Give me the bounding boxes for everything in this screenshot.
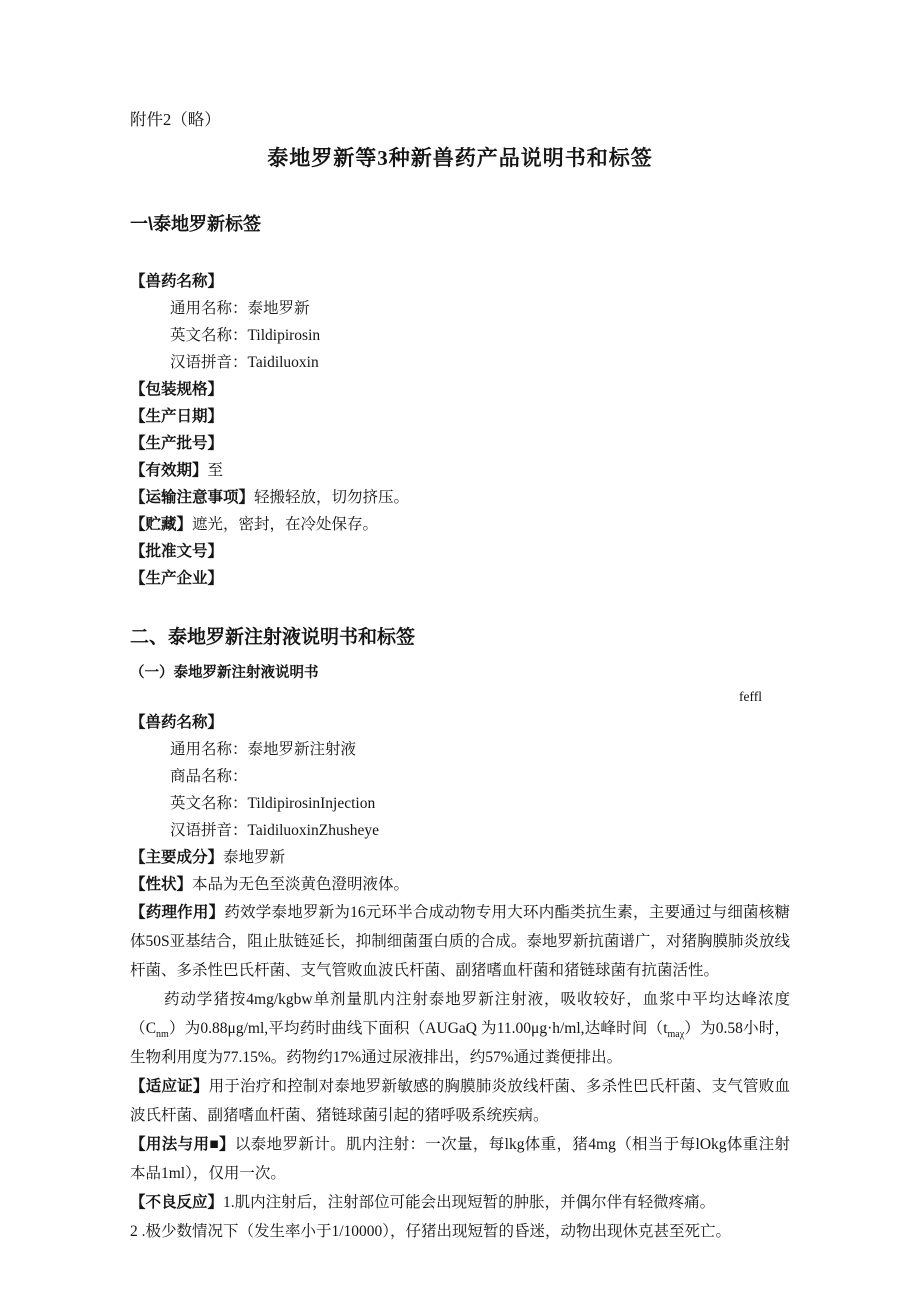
pharmacokinetics-subscript-2: maχ xyxy=(667,1029,685,1041)
approval-number-label: 【批准文号】 xyxy=(130,543,224,560)
trade-name-line: 商品名称： xyxy=(170,768,248,785)
transport-note-label: 【运输注意事项】 xyxy=(130,489,255,506)
drug-name-label-2: 【兽药名称】 xyxy=(130,714,224,731)
character-line xyxy=(130,871,790,898)
manufacturer-line xyxy=(130,565,790,592)
generic-name-line-2: 通用名称：泰地罗新注射液 xyxy=(170,741,357,758)
english-name-line-2: 英文名称：TildipirosinInjection xyxy=(170,795,376,812)
section1-heading: 一\泰地罗新标签 xyxy=(130,214,262,234)
expiry-text: 至 xyxy=(207,462,224,479)
adverse-reaction-text-1: 1.肌内注射后，注射部位可能会出现短暂的肿胀，并偶尔伴有轻微疼痛。 xyxy=(223,1194,716,1211)
pinyin-name-line: 汉语拼音：Taidiluoxin xyxy=(170,354,319,371)
pharmacokinetics-text-3: ）为0.58小时，生物利用度为77.15%。药物约17%通过尿液排出，约57%通过粪便排出。 xyxy=(130,1020,790,1066)
english-name-line: 英文名称：Tildipirosin xyxy=(170,327,321,344)
expiry-label: 【有效期】 xyxy=(130,462,208,479)
drug-name-label: 【兽药名称】 xyxy=(130,273,224,290)
pinyin-name-line-2: 汉语拼音：TaidiluoxinZhusheye xyxy=(170,822,380,839)
drug-name-label-line-2 xyxy=(130,709,790,736)
usage-paragraph xyxy=(130,1130,790,1188)
main-ingredient-text: 泰地罗新 xyxy=(223,849,286,866)
adverse-reaction-item-2: 2 .极少数情况下（发生率小于1/10000），仔猪出现短暂的昏迷，动物出现休克甚至死亡。 xyxy=(130,1223,732,1240)
section2-subheading: （一）泰地罗新注射液说明书 xyxy=(130,665,319,681)
production-date-line xyxy=(130,403,790,430)
storage-label: 【贮藏】 xyxy=(130,516,193,533)
production-date-label: 【生产日期】 xyxy=(130,408,224,425)
usage-label: 【用法与用■】 xyxy=(130,1136,235,1153)
transport-note-line xyxy=(130,484,790,511)
indication-text: 用于治疗和控制对泰地罗新敏感的胸膜肺炎放线杆菌、多杀性巴氏杆菌、支气管败血波氏杆菌、副猪嗜血杆菌、猪链球菌引起的猪呼吸系统疾病。 xyxy=(130,1078,790,1124)
adverse-reaction-label: 【不良反应】 xyxy=(130,1194,224,1211)
character-text: 本品为无色至淡黄色澄明液体。 xyxy=(192,876,410,893)
transport-note-text: 轻搬轻放，切勿挤压。 xyxy=(254,489,410,506)
batch-number-line xyxy=(130,430,790,457)
main-ingredient-label: 【主要成分】 xyxy=(130,849,224,866)
batch-number-label: 【生产批号】 xyxy=(130,435,224,452)
pharmacokinetics-text-1: 药动学猪按4mg/kgbw单剂量肌内注射泰地罗新注射液，吸收较好，血浆中平均达峰浓度（C xyxy=(130,991,790,1037)
main-ingredient-line xyxy=(130,844,790,871)
pharmacology-paragraph xyxy=(130,898,790,985)
package-spec-line xyxy=(130,376,790,403)
attachment-note: 附件2（略） xyxy=(130,110,221,129)
character-label: 【性状】 xyxy=(130,876,193,893)
indication-label: 【适应证】 xyxy=(130,1078,209,1095)
document-title: 泰地罗新等3种新兽药产品说明书和标签 xyxy=(267,146,653,170)
storage-line xyxy=(130,511,790,538)
section2-heading: 二、泰地罗新注射液说明书和标签 xyxy=(130,627,416,648)
pharmacology-label: 【药理作用】 xyxy=(130,904,225,921)
indication-paragraph xyxy=(130,1072,790,1130)
stray-text: feffl xyxy=(739,689,762,704)
generic-name-line: 通用名称：泰地罗新 xyxy=(170,300,310,317)
pharmacokinetics-paragraph xyxy=(130,985,790,1072)
drug-name-label-line xyxy=(130,268,790,295)
approval-number-line xyxy=(130,538,790,565)
pharmacology-text: 药效学泰地罗新为16元环半合成动物专用大环内酯类抗生素，主要通过与细菌核糖体50S亚基结合，阻止肽链延长，抑制细菌蛋白质的合成。泰地罗新抗菌谱广，对猪胸膜肺炎放线杆菌、多杀性巴氏杆菌、支气管败血波氏杆菌、副猪嗜血杆菌和猪链球菌有抗菌活性。 xyxy=(130,904,790,979)
adverse-reaction-paragraph xyxy=(130,1188,790,1217)
manufacturer-label: 【生产企业】 xyxy=(130,570,224,587)
expiry-line xyxy=(130,457,790,484)
package-spec-label: 【包装规格】 xyxy=(130,381,224,398)
pharmacokinetics-text-2: ）为0.88μg/ml,平均药时曲线下面积（AUGaQ 为11.00μg·h/ml,达峰时间（t xyxy=(168,1020,668,1037)
pharmacokinetics-subscript-1: nm xyxy=(156,1029,169,1041)
storage-text: 遮光，密封，在冷处保存。 xyxy=(192,516,379,533)
usage-text: 以泰地罗新计。肌内注射：一次量，每lkg体重，猪4mg（相当于每lOkg体重注射本品1ml），仅用一次。 xyxy=(130,1136,790,1182)
